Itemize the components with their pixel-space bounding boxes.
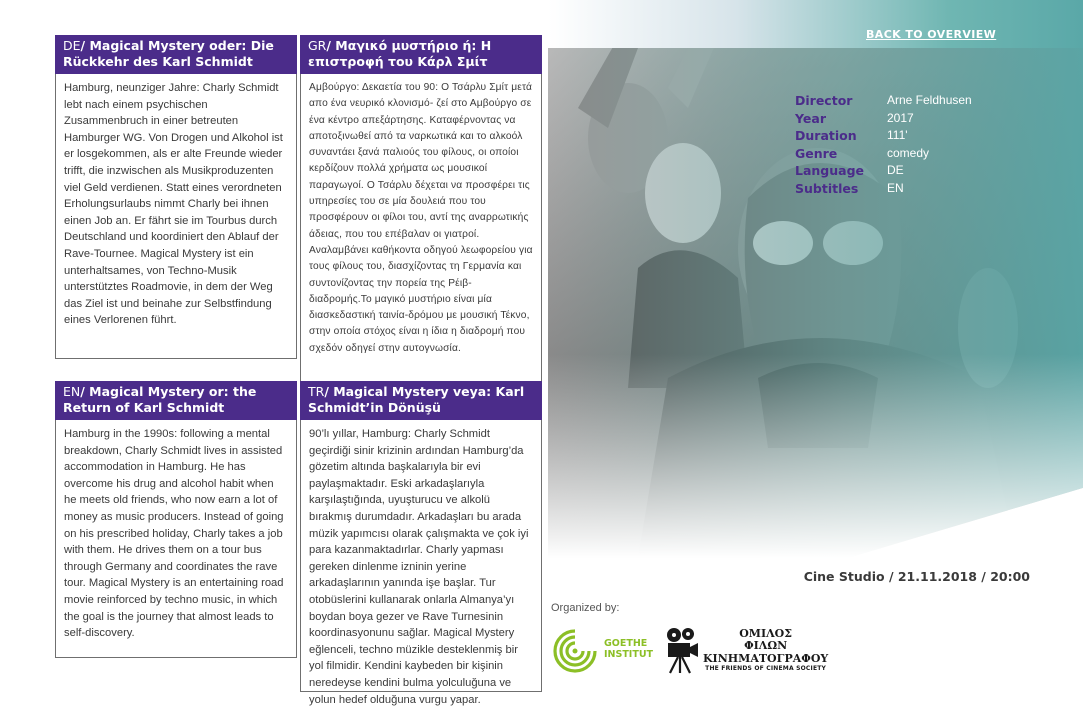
info-key: Duration xyxy=(795,128,857,143)
title-tr xyxy=(300,381,542,420)
cinema-line2: ΦΙΛΩΝ xyxy=(744,639,788,652)
cinema-society-logo-text xyxy=(703,628,828,673)
title-gr-text: / Μαγικό μυστήριο ή: Η επιστροφή του Κάρλ Σμίτ xyxy=(308,38,492,69)
info-value: DE xyxy=(887,163,904,177)
info-value: Arne Feldhusen xyxy=(887,93,972,107)
goethe-institut-logo-text xyxy=(604,638,653,660)
screening-info: Cine Studio / 21.11.2018 / 20:00 xyxy=(803,569,1030,584)
header-gradient xyxy=(548,0,1083,48)
description-gr xyxy=(300,35,542,382)
lang-code-gr: GR xyxy=(308,38,327,53)
back-to-overview-link[interactable]: BACK TO OVERVIEW xyxy=(866,28,997,41)
info-key: Genre xyxy=(795,145,838,161)
description-en xyxy=(55,381,297,658)
film-info xyxy=(795,93,972,198)
film-camera-icon xyxy=(664,626,700,674)
synopsis-tr: 90’lı yıllar, Hamburg: Charly Schmidt geçirdiği sinir krizinin ardından Hamburg’da gözetim altında başkalarıyla bir evi paylaşmaktadır. Eski arkadaşlarıyla karşılaştığında, uyuşturucu ve alkolü bırakmış durumdadır. Arkadaşları bu arada müzik yapımcısı olarak çalışmakta ve çok iyi para kazanmaktadırlar. Charly yapması gereken dinlenme izninin yerine arkadaşlarının yanında işe başlar. Tur otobüslerini kullanarak onlarla Almanya’yı boydan boya gezer ve Rave Turnesinin koordinasyonunu sağlar. Magical Mystery eğlenceli, techno müzikle desteklenmiş bir yol filmidir. Kendini kaybeden bir kişinin neredeyse kendini bulma yolculuğuna ve yolun hedef olduğuna vurgu yapar. xyxy=(300,420,542,692)
title-gr xyxy=(300,35,542,74)
synopsis-en: Hamburg in the 1990s: following a mental breakdown, Charly Schmidt lives in assisted accommodation in Hamburg. He has overcome his drug and alcohol habit when he meets old friends, who now earn a lot of money as music producers. Instead of going on his prescribed holiday, Charly takes a job with them. He drives them on a tour bus through Germany and coordinates the rave tour. Magical Mystery is an entertaining road movie reinforced by techno music, in which the goal is the journey that almost leads to self-discovery. xyxy=(55,420,297,658)
cinema-line1: ΟΜΙΛΟΣ xyxy=(739,627,793,640)
info-value: comedy xyxy=(887,145,930,160)
lang-code-tr: TR xyxy=(308,384,325,399)
info-value: 2017 xyxy=(887,110,914,125)
title-de xyxy=(55,35,297,74)
info-row xyxy=(795,93,972,111)
lang-code-en: EN xyxy=(63,384,81,399)
cinema-line3: ΚΙΝΗΜΑΤΟΓΡΑΦΟΥ xyxy=(703,652,829,665)
info-row xyxy=(795,163,972,181)
description-tr xyxy=(300,381,542,706)
title-en xyxy=(55,381,297,420)
info-row xyxy=(795,111,972,129)
info-value: EN xyxy=(887,180,904,195)
title-de-text: / Magical Mystery oder: Die Rückkehr des Karl Schmidt xyxy=(63,38,274,69)
cinema-line4: THE FRIENDS OF CINEMA SOCIETY xyxy=(705,665,827,672)
info-key: Subtitles xyxy=(795,180,859,196)
title-en-text: / Magical Mystery or: the Return of Karl Schmidt xyxy=(63,384,257,415)
info-value: 111' xyxy=(887,128,908,142)
description-de xyxy=(55,35,297,359)
info-key: Director xyxy=(795,93,853,108)
info-key: Language xyxy=(795,163,865,178)
synopsis-gr: Αμβούργο: Δεκαετία του 90: Ο Τσάρλυ Σμίτ μετά απο ένα νευρικό κλονισμό- ζεί στο Αμβούργο σε ένα κέντρο απεξάρτησης. Καταφέρνοντας να αποτοξινωθεί από τα ναρκωτικά και το αλκοόλ συναντάει ξανά παλιούς του φίλους, οι οποίοι κερδίζουν πολλά χρήματα ως μουσικοί παραγωγοί. Ο Τσάρλυ δέχεται να προσφέρει τις υπηρεσίες του σε μία δουλειά που του προσφέρουν οι φίλοι του, αντί της αναρρωτικής άδειας, που του επέβαλαν οι γιατροί. Αναλαμβάνει καθήκοντα οδηγού λεωφορείου για τους φίλους του, διασχίζοντας τη Γερμανία και συντονίζοντας την πορεία της Ρέιβ- διαδρομής.Το μαγικό μυστήριο είναι μία διασκεδαστική ταινία-δρόμου με μουσική Τέκνο, στην οποία στόχος είναι η ίδια η διαδρομή που σχεδόν οδηγεί στην αυτογνωσία. xyxy=(300,74,542,382)
organized-by-label: Organized by: xyxy=(551,602,620,614)
info-row xyxy=(795,181,972,199)
goethe-line1: GOETHE xyxy=(604,638,648,649)
title-tr-text: / Magical Mystery veya: Karl Schmidt’in Dönüşü xyxy=(308,384,525,415)
lang-code-de: DE xyxy=(63,38,81,53)
info-row xyxy=(795,128,972,146)
info-key: Year xyxy=(795,110,826,126)
synopsis-de: Hamburg, neunziger Jahre: Charly Schmidt lebt nach einem psychischen Zusammenbruch in einer betreuten Hamburger WG. Von Drogen und Alkohol ist er losgekommen, als er alte Freunde wieder trifft, die inzwischen als Musikproduzenten viel Geld verdienen. Statt eines verordneten Erholungsurlaubs nimmt Charly bei ihnen einen Job an. Er fährt sie im Tourbus durch Deutschland und koordiniert den Ablauf der Rave-Tournee. Magical Mystery ist ein unterhaltsames, von Techno-Musik unterstütztes Roadmovie, in dem der Weg das Ziel ist und beinahe zur Selbstfindung eines Verlorenen führt. xyxy=(55,74,297,359)
info-row xyxy=(795,146,972,164)
goethe-line2: INSTITUT xyxy=(604,649,654,660)
